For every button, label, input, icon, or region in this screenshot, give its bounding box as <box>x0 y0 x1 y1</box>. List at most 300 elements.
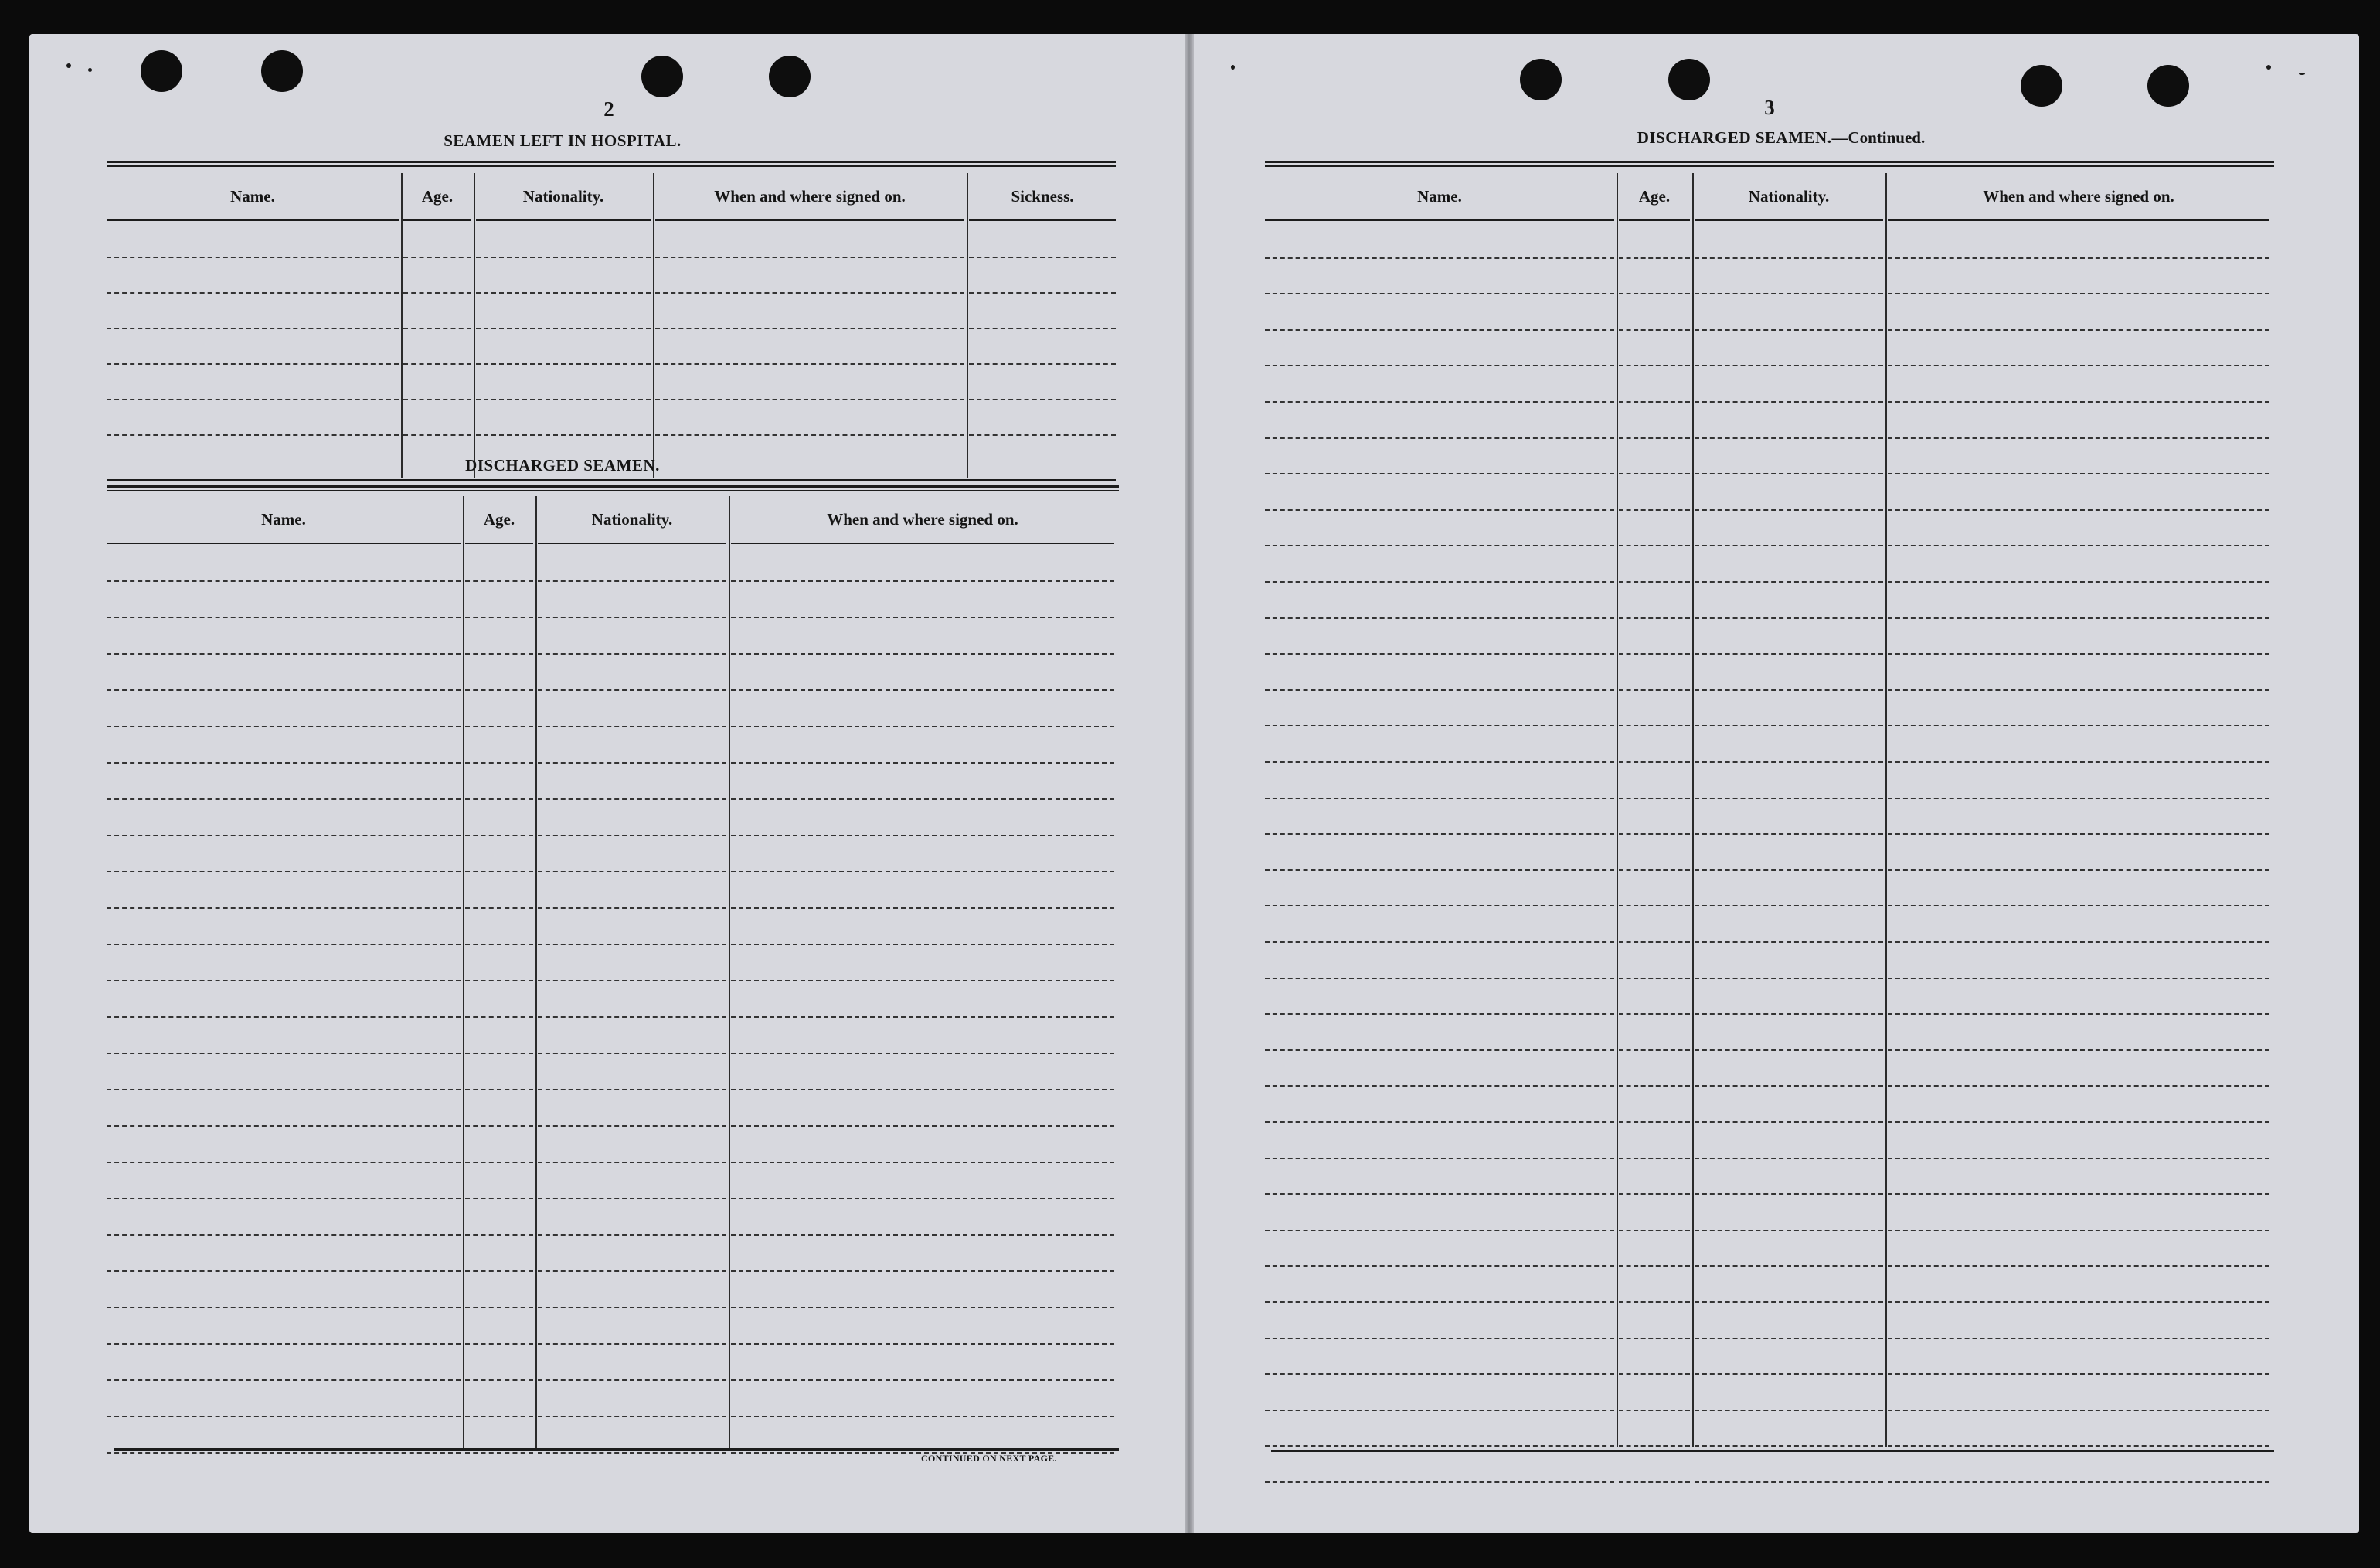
table-row[interactable] <box>1265 329 2274 331</box>
blank-entry-line <box>403 292 471 294</box>
table-row[interactable] <box>1265 401 2274 403</box>
blank-entry-line <box>1695 437 1883 439</box>
blank-entry-line <box>1695 1013 1883 1015</box>
table-top-rule <box>107 161 1116 167</box>
table-row[interactable] <box>107 689 1119 691</box>
blank-entry-line <box>1695 1049 1883 1051</box>
blank-entry-line <box>1619 617 1690 619</box>
blank-entry-line <box>731 1343 1114 1345</box>
table-row[interactable] <box>1265 1373 2274 1375</box>
blank-entry-line <box>731 1307 1114 1308</box>
blank-entry-line <box>465 617 533 618</box>
blank-entry-line <box>1695 978 1883 979</box>
table-row[interactable] <box>107 328 1116 329</box>
blank-entry-line <box>1619 1013 1690 1015</box>
blank-entry-line <box>107 1162 461 1163</box>
table-row[interactable] <box>107 617 1119 618</box>
blank-entry-line <box>1619 1373 1690 1375</box>
blank-entry-line <box>1265 473 1614 474</box>
blank-entry-line <box>1619 1230 1690 1231</box>
blank-entry-line <box>1619 1121 1690 1123</box>
blank-entry-line <box>465 1379 533 1381</box>
blank-entry-line <box>1265 1265 1614 1267</box>
blank-entry-line <box>538 1053 726 1054</box>
blank-entry-line <box>1695 689 1883 691</box>
table-row[interactable] <box>107 871 1119 872</box>
blank-entry-line <box>538 1452 726 1454</box>
blank-entry-line <box>1695 1121 1883 1123</box>
blank-entry-line <box>107 434 399 436</box>
table-row[interactable] <box>1265 617 2274 619</box>
blank-entry-line <box>1619 365 1690 366</box>
table-row[interactable] <box>1265 653 2274 655</box>
table-row[interactable] <box>1265 1049 2274 1051</box>
blank-entry-line <box>1265 905 1614 906</box>
blank-entry-line <box>107 907 461 909</box>
blank-entry-line <box>538 1198 726 1199</box>
table-row[interactable] <box>1265 941 2274 943</box>
blank-entry-line <box>1695 869 1883 871</box>
punch-hole <box>2021 65 2062 107</box>
column-divider <box>653 173 654 478</box>
blank-entry-line <box>1265 869 1614 871</box>
blank-entry-line <box>465 1016 533 1018</box>
blank-entry-line <box>731 617 1114 618</box>
blank-entry-line <box>731 580 1114 582</box>
blank-entry-line <box>538 1307 726 1308</box>
table-row[interactable] <box>1265 833 2274 835</box>
blank-entry-line <box>1619 1301 1690 1303</box>
table-row[interactable] <box>107 1053 1119 1054</box>
page-fold <box>1185 34 1194 1533</box>
blank-entry-line <box>1265 1121 1614 1123</box>
blank-entry-line <box>1265 1158 1614 1159</box>
blank-entry-line <box>1619 1085 1690 1087</box>
blank-entry-line <box>1265 617 1614 619</box>
column-divider <box>1692 173 1694 1447</box>
blank-entry-line <box>403 328 471 329</box>
table-row[interactable] <box>107 1162 1119 1163</box>
table-row[interactable] <box>1265 1193 2274 1195</box>
blank-entry-line <box>731 1198 1114 1199</box>
blank-entry-line <box>655 363 964 365</box>
blank-entry-line <box>538 762 726 764</box>
title-main: DISCHARGED SEAMEN. <box>1637 128 1832 147</box>
blank-entry-line <box>476 257 651 258</box>
blank-entry-line <box>107 1053 461 1054</box>
blank-entry-line <box>731 798 1114 800</box>
blank-entry-line <box>969 292 1116 294</box>
blank-entry-line <box>1695 905 1883 906</box>
blank-entry-line <box>1888 761 2270 763</box>
punch-hole <box>1520 59 1562 100</box>
blank-entry-line <box>1265 581 1614 583</box>
blank-entry-line <box>107 762 461 764</box>
blank-entry-line <box>1619 1049 1690 1051</box>
blank-entry-line <box>655 328 964 329</box>
column-divider <box>1885 173 1887 1447</box>
blank-entry-line <box>107 292 399 294</box>
table-row[interactable] <box>1265 689 2274 691</box>
blank-entry-line <box>538 580 726 582</box>
blank-entry-line <box>1265 401 1614 403</box>
table-row[interactable] <box>1265 1265 2274 1267</box>
blank-entry-line <box>1888 617 2270 619</box>
table-row[interactable] <box>1265 869 2274 871</box>
punch-hole <box>141 50 182 92</box>
blank-entry-line <box>1265 1301 1614 1303</box>
table-row[interactable] <box>107 835 1119 836</box>
blank-entry-line <box>1265 329 1614 331</box>
table-row[interactable] <box>1265 761 2274 763</box>
blank-entry-line <box>1888 437 2270 439</box>
blank-entry-line <box>1619 833 1690 835</box>
blank-entry-line <box>1619 545 1690 546</box>
blank-entry-line <box>538 689 726 691</box>
blank-entry-line <box>1619 1445 1690 1447</box>
blank-entry-line <box>1695 1410 1883 1411</box>
blank-entry-line <box>1695 1230 1883 1231</box>
blank-entry-line <box>476 399 651 400</box>
blank-entry-line <box>731 1053 1114 1054</box>
blank-entry-line <box>1695 1481 1883 1483</box>
blank-entry-line <box>465 689 533 691</box>
column-divider <box>463 496 464 1451</box>
blank-entry-line <box>107 1089 461 1090</box>
table-row[interactable] <box>107 580 1119 582</box>
table-row[interactable] <box>1265 1158 2274 1159</box>
punch-hole <box>1668 59 1710 100</box>
blank-entry-line <box>1265 1085 1614 1087</box>
blank-entry-line <box>107 617 461 618</box>
blank-entry-line <box>1888 1265 2270 1267</box>
blank-entry-line <box>465 980 533 981</box>
blank-entry-line <box>731 1416 1114 1417</box>
blank-entry-line <box>1695 509 1883 511</box>
blank-entry-line <box>1619 869 1690 871</box>
table-row[interactable] <box>107 1270 1119 1272</box>
blank-entry-line <box>107 1343 461 1345</box>
table-row[interactable] <box>1265 1445 2274 1447</box>
blank-entry-line <box>1695 365 1883 366</box>
discharged-table <box>107 485 1119 1490</box>
table-row[interactable] <box>1265 978 2274 979</box>
blank-entry-line <box>1265 545 1614 546</box>
blank-entry-line <box>1619 653 1690 655</box>
blank-entry-line <box>1695 617 1883 619</box>
blank-entry-line <box>538 798 726 800</box>
blank-entry-line <box>731 726 1114 727</box>
blank-entry-line <box>1888 1373 2270 1375</box>
blank-entry-line <box>465 726 533 727</box>
blank-entry-line <box>731 871 1114 872</box>
table-row[interactable] <box>1265 1301 2274 1303</box>
table-bottom-rule <box>114 1448 1119 1451</box>
blank-entry-line <box>1888 329 2270 331</box>
blank-entry-line <box>1695 941 1883 943</box>
table-row[interactable] <box>107 1125 1119 1127</box>
blank-entry-line <box>1265 257 1614 259</box>
blank-entry-line <box>1888 1158 2270 1159</box>
blank-entry-line <box>969 434 1116 436</box>
blank-entry-line <box>107 1416 461 1417</box>
blank-entry-line <box>538 1416 726 1417</box>
table-row[interactable] <box>107 292 1116 294</box>
column-divider <box>729 496 730 1451</box>
table-row[interactable] <box>1265 725 2274 726</box>
punch-hole <box>2147 65 2189 107</box>
blank-entry-line <box>731 1379 1114 1381</box>
blank-entry-line <box>538 1234 726 1236</box>
table-row[interactable] <box>107 257 1116 258</box>
table-row[interactable] <box>107 1416 1119 1417</box>
table-row[interactable] <box>107 1379 1119 1381</box>
blank-entry-line <box>1695 1265 1883 1267</box>
blank-entry-line <box>465 1089 533 1090</box>
blank-entry-line <box>655 434 964 436</box>
blank-entry-line <box>465 798 533 800</box>
blank-entry-line <box>969 363 1116 365</box>
blank-entry-line <box>465 762 533 764</box>
table-row[interactable] <box>1265 581 2274 583</box>
table-row[interactable] <box>1265 1481 2274 1483</box>
blank-entry-line <box>538 1125 726 1127</box>
blank-entry-line <box>1619 941 1690 943</box>
blank-entry-line <box>403 434 471 436</box>
blank-entry-line <box>1888 941 2270 943</box>
blank-entry-line <box>1888 509 2270 511</box>
blank-entry-line <box>1619 581 1690 583</box>
blank-entry-line <box>1888 725 2270 726</box>
blank-entry-line <box>1695 833 1883 835</box>
blank-entry-line <box>538 1343 726 1345</box>
table-row[interactable] <box>107 944 1119 945</box>
blank-entry-line <box>731 980 1114 981</box>
table-top-rule <box>1265 161 2274 167</box>
blank-entry-line <box>1619 905 1690 906</box>
table-row[interactable] <box>107 434 1116 436</box>
column-header-when-and-where-signed-on: When and where signed on. <box>731 496 1114 544</box>
blank-entry-line <box>1888 545 2270 546</box>
blank-entry-line <box>538 617 726 618</box>
blank-entry-line <box>107 689 461 691</box>
blank-entry-line <box>465 1162 533 1163</box>
blank-entry-line <box>1265 833 1614 835</box>
blank-entry-line <box>1695 1158 1883 1159</box>
table-row[interactable] <box>107 1307 1119 1308</box>
blank-entry-line <box>1265 1445 1614 1447</box>
column-divider <box>401 173 403 478</box>
blank-entry-line <box>465 580 533 582</box>
blank-entry-line <box>538 1270 726 1272</box>
blank-entry-line <box>1695 257 1883 259</box>
blank-entry-line <box>476 292 651 294</box>
blank-entry-line <box>1888 1049 2270 1051</box>
blank-entry-line <box>1888 1445 2270 1447</box>
blank-entry-line <box>538 726 726 727</box>
page-number: 2 <box>604 97 614 121</box>
blank-entry-line <box>1265 689 1614 691</box>
column-divider <box>1617 173 1618 1447</box>
blank-entry-line <box>1888 293 2270 294</box>
table-row[interactable] <box>107 726 1119 727</box>
table-row[interactable] <box>107 798 1119 800</box>
table-row[interactable] <box>1265 365 2274 366</box>
blank-entry-line <box>107 580 461 582</box>
blank-entry-line <box>1695 1085 1883 1087</box>
blank-entry-line <box>1265 941 1614 943</box>
blank-entry-line <box>969 399 1116 400</box>
blank-entry-line <box>107 399 399 400</box>
blank-entry-line <box>107 1307 461 1308</box>
blank-entry-line <box>107 653 461 655</box>
continued-note: CONTINUED ON NEXT PAGE. <box>921 1453 1057 1464</box>
table-row[interactable] <box>1265 798 2274 799</box>
table-row[interactable] <box>1265 1338 2274 1339</box>
column-header-age: Age. <box>465 496 533 544</box>
blank-entry-line <box>1265 725 1614 726</box>
table-row[interactable] <box>107 907 1119 909</box>
blank-entry-line <box>1265 1410 1614 1411</box>
table-row[interactable] <box>107 1234 1119 1236</box>
column-header-name: Name. <box>1265 173 1614 221</box>
table-row[interactable] <box>1265 1121 2274 1123</box>
punch-hole <box>261 50 303 92</box>
blank-entry-line <box>1695 653 1883 655</box>
column-header-nationality: Nationality. <box>476 173 651 221</box>
blank-entry-line <box>107 726 461 727</box>
blank-entry-line <box>538 1016 726 1018</box>
blank-entry-line <box>1265 1373 1614 1375</box>
blank-entry-line <box>1265 293 1614 294</box>
table-row[interactable] <box>107 1198 1119 1199</box>
table-row[interactable] <box>1265 1410 2274 1411</box>
blank-entry-line <box>1265 1049 1614 1051</box>
blank-entry-line <box>1619 978 1690 979</box>
blank-entry-line <box>476 434 651 436</box>
blank-entry-line <box>1619 1338 1690 1339</box>
table-row[interactable] <box>1265 257 2274 259</box>
discharged-section-title: DISCHARGED SEAMEN. <box>465 456 660 474</box>
blank-entry-line <box>1265 798 1614 799</box>
blank-entry-line <box>969 328 1116 329</box>
blank-entry-line <box>731 1125 1114 1127</box>
blank-entry-line <box>476 363 651 365</box>
blank-entry-line <box>1888 1121 2270 1123</box>
blank-entry-line <box>107 1234 461 1236</box>
blank-entry-line <box>731 907 1114 909</box>
blank-entry-line <box>538 1162 726 1163</box>
table-row[interactable] <box>107 1016 1119 1018</box>
table-row[interactable] <box>107 980 1119 981</box>
blank-entry-line <box>1619 437 1690 439</box>
table-row[interactable] <box>1265 293 2274 294</box>
blank-entry-line <box>1888 653 2270 655</box>
blank-entry-line <box>107 328 399 329</box>
blank-entry-line <box>465 871 533 872</box>
blank-entry-line <box>107 363 399 365</box>
blank-entry-line <box>1888 978 2270 979</box>
column-header-name: Name. <box>107 173 399 221</box>
blank-entry-line <box>1888 365 2270 366</box>
column-divider <box>967 173 968 478</box>
blank-entry-line <box>107 944 461 945</box>
title-suffix: —Continued. <box>1831 128 1926 147</box>
punch-hole <box>769 56 811 97</box>
table-row[interactable] <box>107 1343 1119 1345</box>
table-row[interactable] <box>107 363 1116 365</box>
blank-entry-line <box>538 1379 726 1381</box>
table-row[interactable] <box>1265 905 2274 906</box>
blank-entry-line <box>1619 798 1690 799</box>
blank-entry-line <box>107 980 461 981</box>
hospital-section-title: SEAMEN LEFT IN HOSPITAL. <box>444 131 682 150</box>
blank-entry-line <box>1695 1301 1883 1303</box>
blank-entry-line <box>1888 869 2270 871</box>
blank-entry-line <box>1888 257 2270 259</box>
column-divider <box>536 496 537 1451</box>
column-divider <box>474 173 475 478</box>
table-row[interactable] <box>1265 437 2274 439</box>
blank-entry-line <box>1619 1265 1690 1267</box>
table-row[interactable] <box>107 762 1119 764</box>
table-row[interactable] <box>1265 545 2274 546</box>
blank-entry-line <box>1695 1193 1883 1195</box>
table-row[interactable] <box>1265 1013 2274 1015</box>
blank-entry-line <box>107 835 461 836</box>
table-row[interactable] <box>107 653 1119 655</box>
blank-entry-line <box>1265 653 1614 655</box>
blank-entry-line <box>1265 1013 1614 1015</box>
column-header-nationality: Nationality. <box>538 496 726 544</box>
blank-entry-line <box>1695 798 1883 799</box>
blank-entry-line <box>969 257 1116 258</box>
blank-entry-line <box>1265 1481 1614 1483</box>
table-row[interactable] <box>107 1089 1119 1090</box>
blank-entry-line <box>1619 1481 1690 1483</box>
blank-entry-line <box>538 944 726 945</box>
blank-entry-line <box>107 798 461 800</box>
blank-entry-line <box>1888 581 2270 583</box>
blank-entry-line <box>403 257 471 258</box>
discharged-continued-title <box>1534 128 2028 148</box>
table-row[interactable] <box>1265 509 2274 511</box>
blank-entry-line <box>465 1416 533 1417</box>
blank-entry-line <box>476 328 651 329</box>
blank-entry-line <box>1695 545 1883 546</box>
blank-entry-line <box>538 835 726 836</box>
blank-entry-line <box>538 980 726 981</box>
discharged-continued-table <box>1265 161 2274 1490</box>
blank-entry-line <box>107 1379 461 1381</box>
blank-entry-line <box>1619 1158 1690 1159</box>
blank-entry-line <box>1695 401 1883 403</box>
blank-entry-line <box>465 1343 533 1345</box>
table-row[interactable] <box>1265 473 2274 474</box>
table-row[interactable] <box>107 399 1116 400</box>
blank-entry-line <box>731 1270 1114 1272</box>
blank-entry-line <box>538 653 726 655</box>
blank-entry-line <box>1265 365 1614 366</box>
blank-entry-line <box>1695 725 1883 726</box>
table-row[interactable] <box>1265 1085 2274 1087</box>
blank-entry-line <box>1888 905 2270 906</box>
table-row[interactable] <box>1265 1230 2274 1231</box>
blank-entry-line <box>1265 1338 1614 1339</box>
blank-entry-line <box>1888 1013 2270 1015</box>
blank-entry-line <box>1619 725 1690 726</box>
blank-entry-line <box>107 1452 461 1454</box>
